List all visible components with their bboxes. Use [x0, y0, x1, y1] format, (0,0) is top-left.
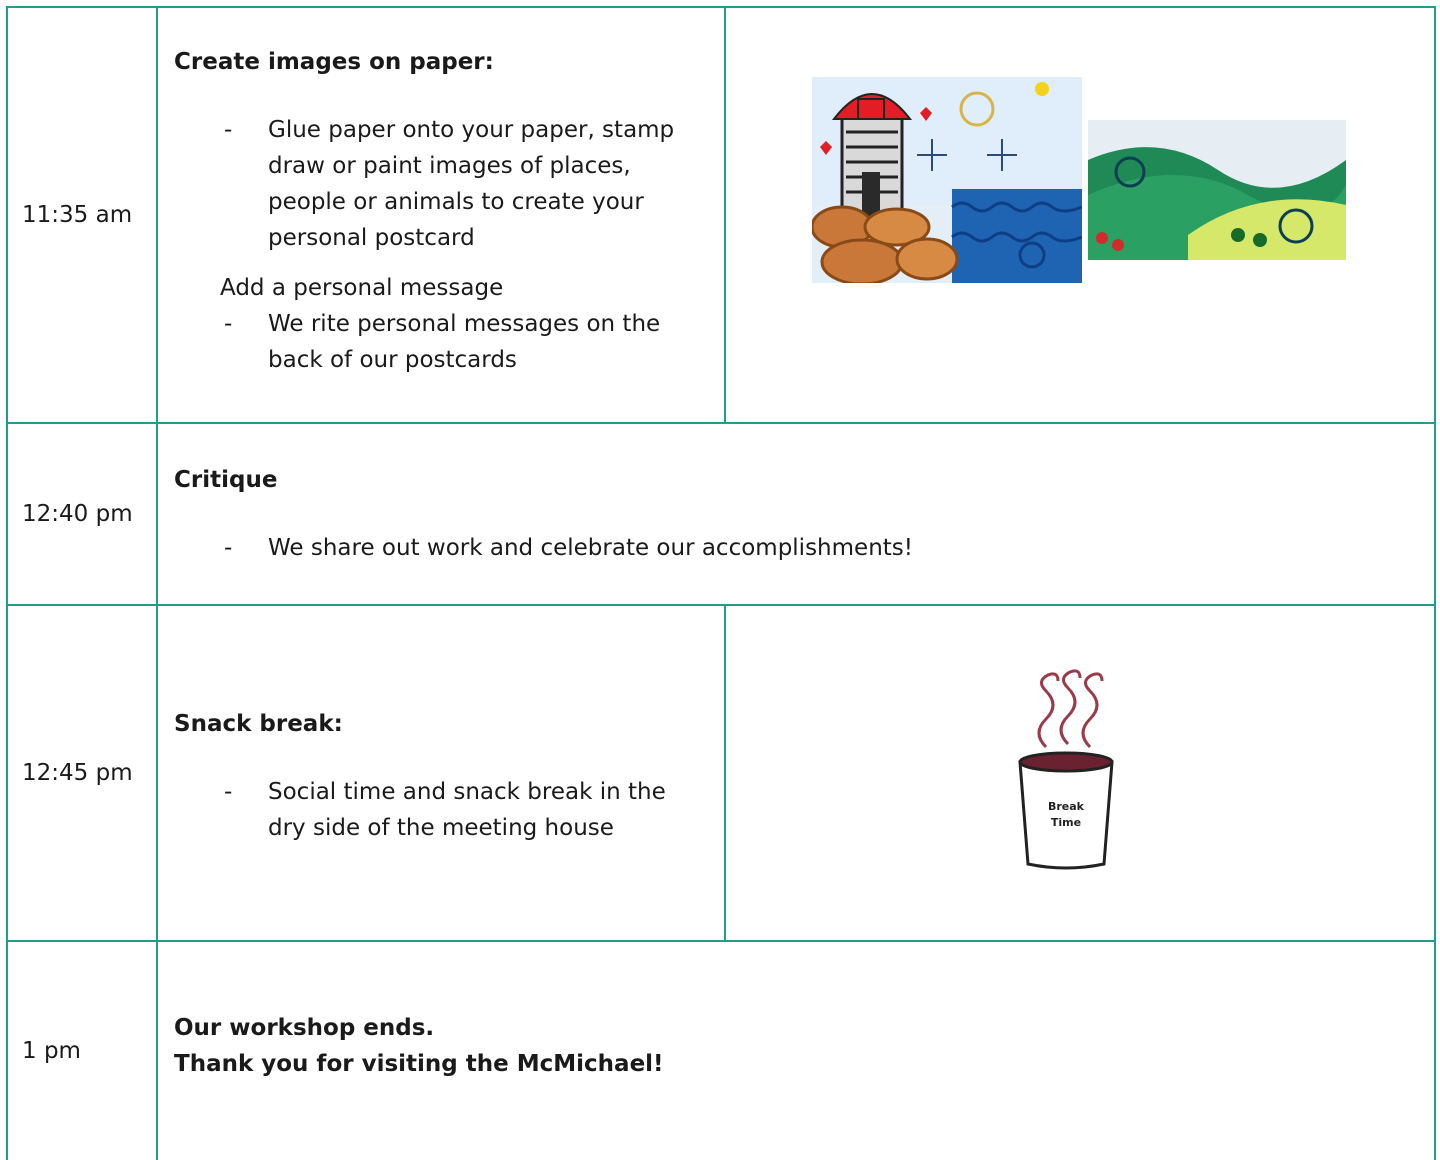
- activity-cell: [158, 424, 1434, 604]
- time-cell: [8, 8, 158, 422]
- bullet-item: [174, 530, 1274, 566]
- thank-you-line: Thank you for visiting the McMichael!: [174, 1051, 664, 1077]
- bullet-line: personal postcard: [268, 225, 475, 251]
- bullet-line: We rite personal messages on the: [268, 311, 661, 337]
- closing-line: Our workshop ends.: [174, 1015, 435, 1041]
- bullet-dash: -: [224, 117, 233, 143]
- time-label: 12:40 pm: [22, 501, 133, 527]
- bullet-line: We share out work and celebrate our accomplishments!: [268, 535, 913, 561]
- schedule-row-1135: [6, 6, 1436, 422]
- bullet-line: people or animals to create your: [268, 189, 644, 215]
- cup-label-line: Time: [1050, 816, 1082, 829]
- activity-cell: [158, 942, 1434, 1160]
- schedule-row-1245: [6, 604, 1436, 940]
- bullet-line: back of our postcards: [268, 347, 517, 373]
- activity-cell: [158, 606, 724, 940]
- activity-cell: [158, 8, 724, 422]
- bullet-item: [174, 112, 734, 256]
- bullet-item: [174, 306, 734, 378]
- bullet-dash: -: [224, 535, 233, 561]
- hills-postcard-image: [1088, 120, 1346, 260]
- time-cell: [8, 424, 158, 604]
- time-label: 1 pm: [22, 1038, 81, 1064]
- activity-heading: Critique: [174, 467, 278, 493]
- image-cell: [724, 8, 1434, 422]
- time-cell: [8, 606, 158, 940]
- lighthouse-postcard-image: [812, 77, 1082, 283]
- bullet-line: Social time and snack break in the: [268, 779, 666, 805]
- activity-subheading: Add a personal message: [220, 275, 504, 301]
- bullet-dash: -: [224, 311, 233, 337]
- image-cell: [724, 606, 1434, 940]
- schedule-row-1240: [6, 422, 1436, 604]
- time-cell: [8, 942, 158, 1160]
- schedule-row-1pm: [6, 940, 1436, 1160]
- bullet-line: Glue paper onto your paper, stamp: [268, 117, 675, 143]
- bullet-line: dry side of the meeting house: [268, 815, 614, 841]
- bullet-line: draw or paint images of places,: [268, 153, 631, 179]
- bullet-dash: -: [224, 779, 233, 805]
- activity-heading: Create images on paper:: [174, 49, 494, 75]
- coffee-cup-icon: [1006, 652, 1126, 872]
- time-label: 12:45 pm: [22, 760, 133, 786]
- cup-label-line: Break: [1047, 800, 1085, 813]
- bullet-item: [174, 774, 734, 846]
- time-label: 11:35 am: [22, 202, 133, 228]
- activity-heading: Snack break:: [174, 711, 343, 737]
